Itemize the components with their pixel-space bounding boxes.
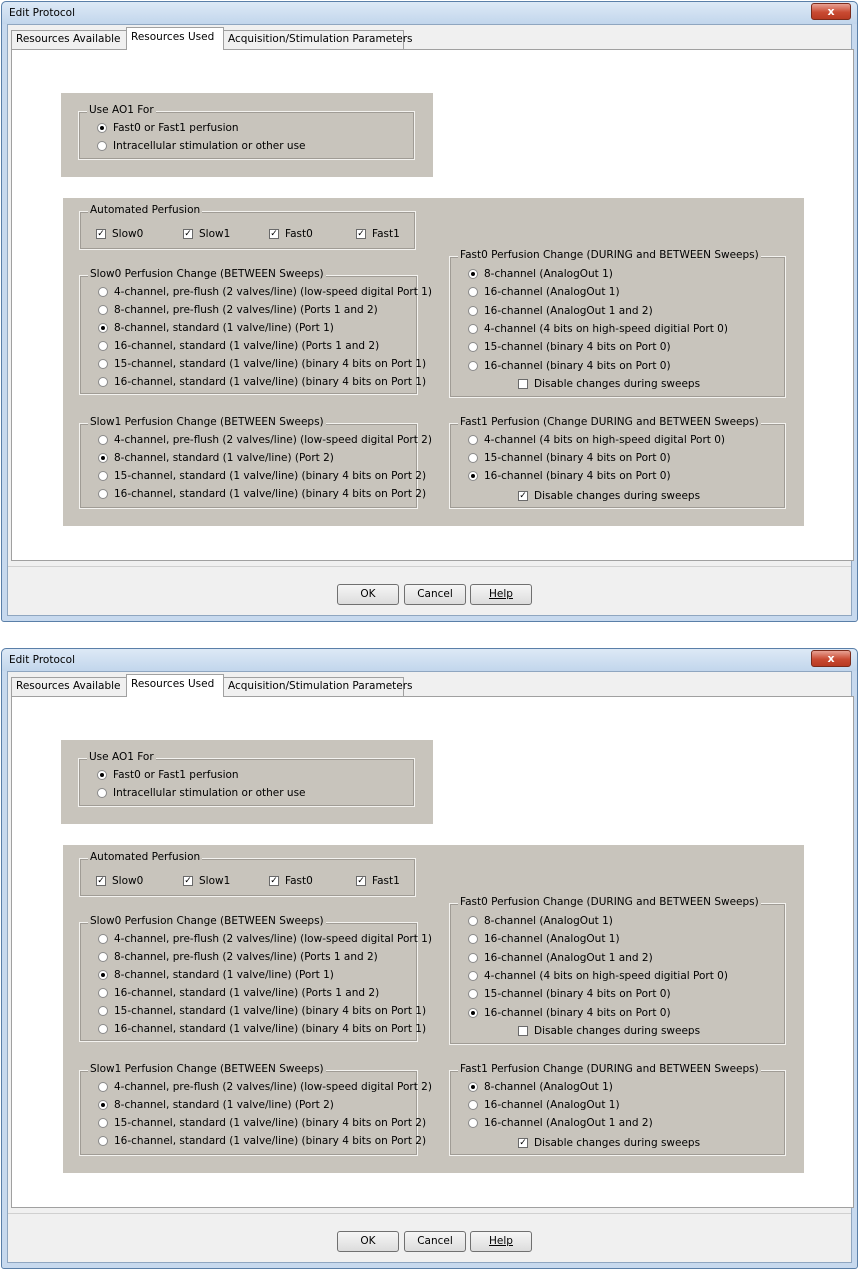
edit-protocol-dialog-1 — [1, 1, 858, 622]
radio-selected-icon[interactable] — [468, 1008, 478, 1018]
checkbox-icon[interactable] — [518, 379, 528, 389]
radio-selected-icon[interactable] — [97, 123, 107, 133]
ao1-group: Use AO1 For Fast0 or Fast1 perfusion Intracellular stimulation or other use — [78, 758, 415, 807]
radio-selected-icon[interactable] — [98, 323, 108, 333]
slow0-group: Slow0 Perfusion Change (BETWEEN Sweeps) 4-channel, pre-flush (2 valves/line) (low-speed digital Port 1) 8-channel, pre-flush (2 valves/line) (Ports 1 and 2) 8-channel, standard (1 valve/line) (Port 1) 16-channel, standard (1 valve/line) (Ports 1 and 2) 15-channel, standard (1 valve/line) (binary 4 bits on Port 1) 16-channel, standard (1 valve/line) (binary 4 bits on Port 1) — [79, 275, 418, 395]
close-button[interactable]: x — [811, 3, 851, 20]
automated-perfusion-label: Automated Perfusion — [90, 204, 201, 216]
radio-icon[interactable] — [468, 1100, 478, 1110]
radio-icon[interactable] — [98, 952, 108, 962]
perfusion-panel — [63, 198, 804, 526]
dialog-client — [7, 24, 852, 616]
check-icon[interactable]: ✓ — [97, 876, 105, 886]
radio-icon[interactable] — [468, 361, 478, 371]
fast1-group-label: Fast1 Perfusion (Change DURING and BETWEEN Sweeps) — [460, 416, 759, 428]
tab-resources-available[interactable]: Resources Available — [11, 677, 127, 696]
fast1-group: Fast1 Perfusion Change (DURING and BETWEEN Sweeps) 8-channel (AnalogOut 1) 16-channel (AnalogOut 1) 16-channel (AnalogOut 1 and 2) ✓ Disable changes during sweeps — [449, 1070, 786, 1156]
radio-selected-icon[interactable] — [98, 453, 108, 463]
cancel-button[interactable]: Cancel — [404, 1231, 466, 1252]
window-title: Edit Protocol — [9, 654, 75, 666]
radio-icon[interactable] — [98, 341, 108, 351]
radio-icon[interactable] — [468, 989, 478, 999]
radio-icon[interactable] — [468, 953, 478, 963]
slow0-group-label: Slow0 Perfusion Change (BETWEEN Sweeps) — [90, 915, 324, 927]
radio-icon[interactable] — [468, 435, 478, 445]
perfusion-panel — [63, 845, 804, 1173]
fast1-group: Fast1 Perfusion (Change DURING and BETWEEN Sweeps) 4-channel (4 bits on high-speed digital Port 0) 15-channel (binary 4 bits on Port 0) 16-channel (binary 4 bits on Port 0) ✓ Disable changes during sweeps — [449, 423, 786, 509]
cancel-button[interactable]: Cancel — [404, 584, 466, 605]
help-button[interactable]: Help — [470, 1231, 532, 1252]
ok-button[interactable]: OK — [337, 584, 399, 605]
edit-protocol-dialog-2 — [1, 648, 858, 1269]
dialog-client — [7, 671, 852, 1263]
fast0-group-label: Fast0 Perfusion Change (DURING and BETWEEN Sweeps) — [460, 249, 759, 261]
radio-icon[interactable] — [98, 359, 108, 369]
ao1-group-label: Use AO1 For — [89, 751, 154, 763]
radio-selected-icon[interactable] — [98, 1100, 108, 1110]
radio-icon[interactable] — [98, 287, 108, 297]
title-bar[interactable] — [2, 649, 857, 671]
check-icon[interactable]: ✓ — [519, 1138, 527, 1148]
slow0-group-label: Slow0 Perfusion Change (BETWEEN Sweeps) — [90, 268, 324, 280]
radio-icon[interactable] — [468, 306, 478, 316]
ao1-group: Use AO1 For Fast0 or Fast1 perfusion Intracellular stimulation or other use — [78, 111, 415, 160]
tab-panel — [11, 696, 854, 1208]
window-title: Edit Protocol — [9, 7, 75, 19]
slow1-group-label: Slow1 Perfusion Change (BETWEEN Sweeps) — [90, 1063, 324, 1075]
help-button[interactable]: Help — [470, 584, 532, 605]
automated-perfusion-group: Automated Perfusion ✓ Slow0 ✓ Slow1 ✓ Fast0 ✓ Fast1 — [79, 858, 416, 897]
radio-selected-icon[interactable] — [468, 269, 478, 279]
ao1-group-label: Use AO1 For — [89, 104, 154, 116]
radio-icon[interactable] — [468, 934, 478, 944]
radio-icon[interactable] — [468, 324, 478, 334]
close-button[interactable]: x — [811, 650, 851, 667]
fast0-group: Fast0 Perfusion Change (DURING and BETWEEN Sweeps) 8-channel (AnalogOut 1) 16-channel (AnalogOut 1) 16-channel (AnalogOut 1 and 2) 4-channel (4 bits on high-speed digitial Port 0) 15-channel (binary 4 bits on Port 0) 16-channel (binary 4 bits on Port 0) Disable changes during sweeps — [449, 903, 786, 1045]
radio-icon[interactable] — [98, 305, 108, 315]
check-icon[interactable]: ✓ — [184, 876, 192, 886]
radio-icon[interactable] — [98, 489, 108, 499]
tab-acquisition-stimulation-parameters[interactable]: Acquisition/Stimulation Parameters — [223, 30, 404, 49]
slow1-group-label: Slow1 Perfusion Change (BETWEEN Sweeps) — [90, 416, 324, 428]
button-bar — [8, 1213, 851, 1262]
button-bar — [8, 566, 851, 615]
fast1-group-label: Fast1 Perfusion Change (DURING and BETWEEN Sweeps) — [460, 1063, 759, 1075]
slow1-group: Slow1 Perfusion Change (BETWEEN Sweeps) 4-channel, pre-flush (2 valves/line) (low-speed digital Port 2) 8-channel, standard (1 valve/line) (Port 2) 15-channel, standard (1 valve/line) (binary 4 bits on Port 2) 16-channel, standard (1 valve/line) (binary 4 bits on Port 2) — [79, 1070, 418, 1156]
radio-icon[interactable] — [97, 141, 107, 151]
automated-perfusion-label: Automated Perfusion — [90, 851, 201, 863]
radio-icon[interactable] — [468, 916, 478, 926]
radio-icon[interactable] — [98, 1024, 108, 1034]
check-icon[interactable]: ✓ — [357, 876, 365, 886]
radio-selected-icon[interactable] — [468, 1082, 478, 1092]
check-icon[interactable]: ✓ — [97, 229, 105, 239]
ao1-panel — [61, 93, 433, 177]
ao1-panel — [61, 740, 433, 824]
check-icon[interactable]: ✓ — [184, 229, 192, 239]
fast0-group-label: Fast0 Perfusion Change (DURING and BETWEEN Sweeps) — [460, 896, 759, 908]
radio-icon[interactable] — [468, 971, 478, 981]
tab-resources-used[interactable]: Resources Used — [126, 674, 224, 697]
slow1-group: Slow1 Perfusion Change (BETWEEN Sweeps) 4-channel, pre-flush (2 valves/line) (low-speed digital Port 2) 8-channel, standard (1 valve/line) (Port 2) 15-channel, standard (1 valve/line) (binary 4 bits on Port 2) 16-channel, standard (1 valve/line) (binary 4 bits on Port 2) — [79, 423, 418, 509]
radio-icon[interactable] — [98, 471, 108, 481]
radio-icon[interactable] — [468, 453, 478, 463]
check-icon[interactable]: ✓ — [519, 491, 527, 501]
check-icon[interactable]: ✓ — [270, 229, 278, 239]
radio-icon[interactable] — [468, 287, 478, 297]
radio-selected-icon[interactable] — [98, 970, 108, 980]
slow0-group: Slow0 Perfusion Change (BETWEEN Sweeps) 4-channel, pre-flush (2 valves/line) (low-speed digital Port 1) 8-channel, pre-flush (2 valves/line) (Ports 1 and 2) 8-channel, standard (1 valve/line) (Port 1) 16-channel, standard (1 valve/line) (Ports 1 and 2) 15-channel, standard (1 valve/line) (binary 4 bits on Port 1) 16-channel, standard (1 valve/line) (binary 4 bits on Port 1) — [79, 922, 418, 1042]
tab-resources-available[interactable]: Resources Available — [11, 30, 127, 49]
radio-icon[interactable] — [98, 435, 108, 445]
radio-icon[interactable] — [98, 1006, 108, 1016]
tab-resources-used[interactable]: Resources Used — [126, 27, 224, 50]
radio-selected-icon[interactable] — [468, 471, 478, 481]
automated-perfusion-group: Automated Perfusion ✓ Slow0 ✓ Slow1 ✓ Fast0 ✓ Fast1 — [79, 211, 416, 250]
radio-icon[interactable] — [98, 1118, 108, 1128]
title-bar[interactable] — [2, 2, 857, 24]
tab-panel — [11, 49, 854, 561]
radio-icon[interactable] — [98, 377, 108, 387]
checkbox-icon[interactable] — [518, 1026, 528, 1036]
check-icon[interactable]: ✓ — [357, 229, 365, 239]
radio-icon[interactable] — [98, 1082, 108, 1092]
radio-icon[interactable] — [98, 934, 108, 944]
check-icon[interactable]: ✓ — [270, 876, 278, 886]
radio-icon[interactable] — [468, 342, 478, 352]
radio-icon[interactable] — [98, 988, 108, 998]
radio-selected-icon[interactable] — [97, 770, 107, 780]
ok-button[interactable]: OK — [337, 1231, 399, 1252]
radio-icon[interactable] — [468, 1118, 478, 1128]
radio-icon[interactable] — [98, 1136, 108, 1146]
radio-icon[interactable] — [97, 788, 107, 798]
fast0-group: Fast0 Perfusion Change (DURING and BETWEEN Sweeps) 8-channel (AnalogOut 1) 16-channel (AnalogOut 1) 16-channel (AnalogOut 1 and 2) 4-channel (4 bits on high-speed digitial Port 0) 15-channel (binary 4 bits on Port 0) 16-channel (binary 4 bits on Port 0) Disable changes during sweeps — [449, 256, 786, 398]
tab-acquisition-stimulation-parameters[interactable]: Acquisition/Stimulation Parameters — [223, 677, 404, 696]
